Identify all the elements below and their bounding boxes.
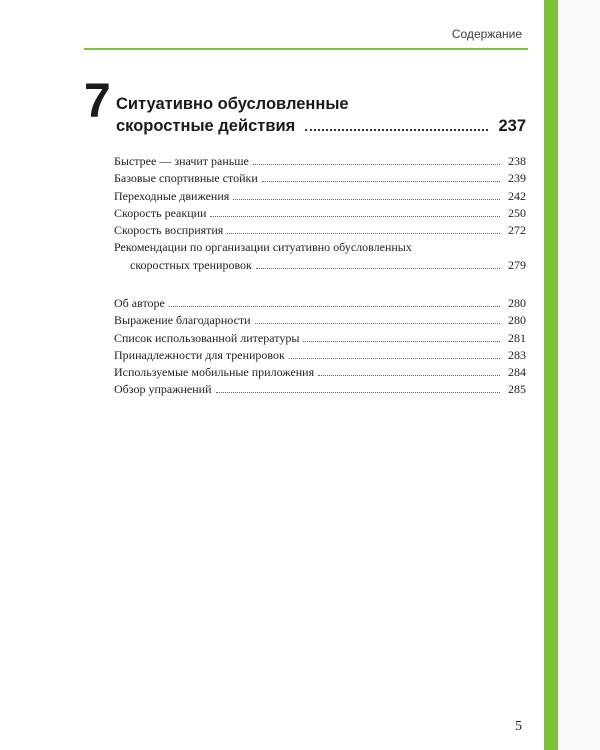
toc-entry-title: Переходные движения [114, 188, 230, 203]
toc-entry-title: Быстрее — значит раньше [114, 154, 249, 168]
back-matter-toc [114, 295, 526, 399]
toc-entry-page: 283 [508, 347, 526, 362]
toc-entry-title: Выражение благодарности [114, 313, 251, 328]
leader-dots [253, 164, 500, 165]
chapter-title-line2: скоростные действия [116, 117, 296, 135]
leader-dots [303, 341, 500, 342]
toc-entry[interactable] [114, 330, 526, 347]
toc-entry-page: 285 [508, 382, 526, 397]
green-edge-bar [544, 0, 558, 750]
toc-entry-page: 280 [508, 313, 526, 328]
toc-entry[interactable] [114, 188, 526, 205]
chapter-number: 7 [84, 75, 111, 128]
leader-dots [216, 392, 501, 393]
leader-dots [256, 268, 500, 269]
page-number: 5 [515, 719, 522, 734]
toc-entry-title: Об авторе [114, 296, 165, 310]
chapter-toc [114, 153, 526, 274]
chapter-page: 237 [498, 117, 526, 135]
toc-entry-page: 242 [508, 188, 526, 203]
toc-entry-page: 280 [508, 296, 526, 310]
leader-dots [169, 306, 500, 307]
leader-dots [233, 199, 500, 200]
chapter-title-line1: Ситуативно обусловленные [116, 95, 349, 113]
toc-entry-page: 279 [508, 257, 526, 272]
leader-dots [210, 216, 500, 217]
toc-entry[interactable] [114, 312, 526, 329]
chapter-title [116, 93, 526, 137]
toc-entry-title: Обзор упражнений [114, 382, 212, 397]
toc-entry[interactable] [114, 170, 526, 187]
leader-dots [318, 375, 500, 376]
toc-entry[interactable] [114, 205, 526, 222]
leader-dots [289, 358, 500, 359]
running-head: Содержание [451, 27, 522, 41]
header-rule [84, 48, 528, 50]
toc-entry[interactable] [114, 257, 526, 274]
toc-entry[interactable] [114, 364, 526, 381]
toc-entry-title: Базовые спортивные стойки [114, 171, 258, 186]
page-margin [558, 0, 600, 750]
toc-entry-title-line1[interactable]: Рекомендации по организации ситуативно обусловленных [114, 240, 412, 255]
toc-entry-title: Используемые мобильные приложения [114, 365, 315, 380]
toc-entry-title-line2: скоростных тренировок [130, 257, 252, 272]
toc-entry-page: 272 [508, 223, 526, 238]
toc-entry[interactable] [114, 347, 526, 364]
leader-dots [262, 181, 500, 182]
toc-entry[interactable] [114, 381, 526, 398]
toc-entry-page: 281 [508, 330, 526, 345]
toc-entry-title: Список использованной литературы [114, 330, 300, 345]
toc-entry[interactable] [114, 222, 526, 239]
toc-entry-title: Принадлежности для тренировок [114, 347, 285, 362]
toc-entry[interactable] [114, 153, 526, 170]
toc-entry-title: Скорость реакции [114, 205, 207, 220]
toc-entry[interactable] [114, 295, 526, 312]
toc-entry-page: 250 [508, 205, 526, 220]
leader-dots [227, 233, 500, 234]
toc-entry-page: 238 [508, 154, 526, 168]
leader-dots [255, 323, 500, 324]
chapter-title-line2-row [116, 115, 526, 137]
toc-entry-page: 284 [508, 365, 526, 380]
toc-entry-page: 239 [508, 171, 526, 186]
leader-dots [305, 129, 488, 131]
toc-entry-title: Скорость восприятия [114, 223, 224, 238]
